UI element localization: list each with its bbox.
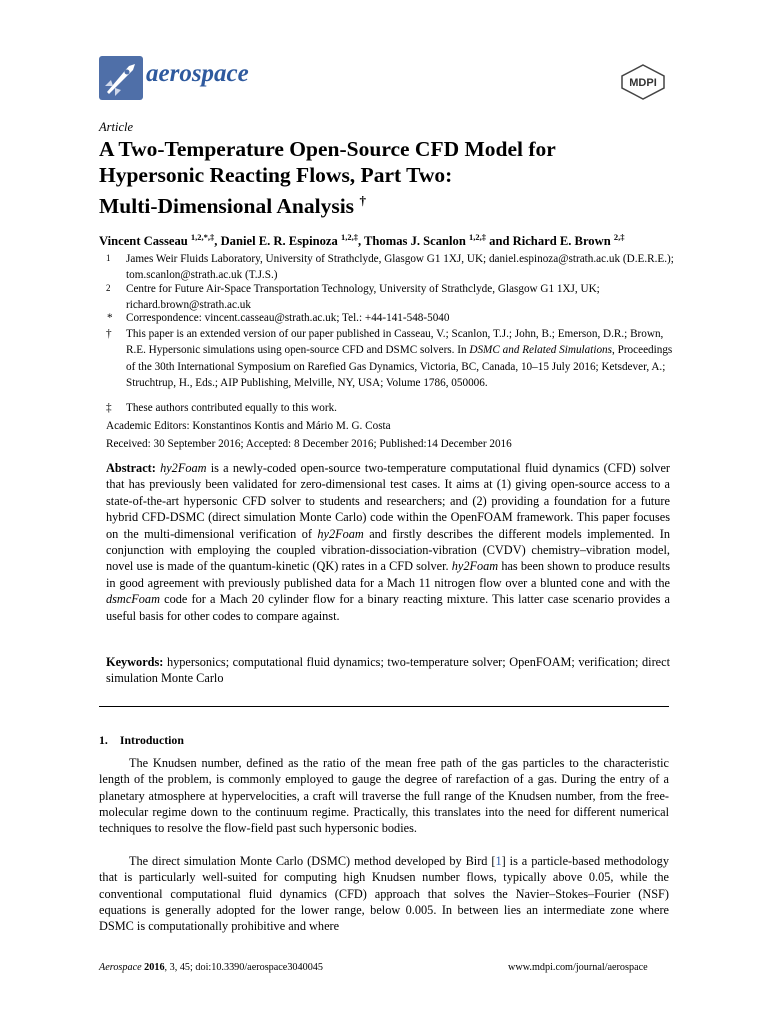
- affiliation-text: These authors contributed equally to this work.: [126, 402, 337, 414]
- affiliation-text: Correspondence: vincent.casseau@strath.ac.uk; Tel.: +44-141-548-5040: [126, 312, 450, 324]
- section-number: 1.: [99, 733, 108, 747]
- affiliation-text: James Weir Fluids Laboratory, University of Strathclyde, Glasgow G1 1XJ, UK; daniel.espinoza@strath.ac.uk (D.E.R.E.); tom.scanlon@strath.ac.uk (T.J.S.): [126, 253, 674, 282]
- author-affil: 1,2,*,‡: [190, 232, 215, 242]
- author-affil: 1,2,‡: [469, 232, 487, 242]
- code-name: hy2Foam: [317, 526, 364, 541]
- correspondence: [99, 310, 679, 326]
- affiliation-mark: †: [106, 328, 112, 340]
- title-line-text: Multi-Dimensional Analysis: [99, 194, 355, 219]
- paragraph-text: ] is a particle-based methodology that is particularly well-suited for computing high Knudsen number flows, typically above 0.05, while the conventional computational fluid dynamics (CFD) approach that solves the Navier–Stokes–Fourier (NSF) equations is generally adopted for the lower range, below 0.005. In between lies an intermediate zone where DSMC is computationally prohibitive and where: [99, 854, 669, 934]
- code-name: hy2Foam: [451, 559, 499, 574]
- intro-paragraph-1: The Knudsen number, defined as the ratio of the mean free path of the gas particles to the characteristic length of the problem, is commonly employed to gauge the degree of rarefaction of a gas. During the entry of a planetary atmosphere at hypervelocities, a craft will traverse the full range of the Knudsen number, from the free-molecular regime down to the continuum regime. Practically, this translates into the need for different numerical techniques to resolve the flow-field past such hypersonic bodies.: [99, 756, 669, 836]
- academic-editors: Academic Editors: Konstantinos Kontis and Mário M. G. Costa: [106, 420, 391, 432]
- citation-link[interactable]: 1: [495, 854, 502, 868]
- affiliation-2: [99, 281, 679, 314]
- abstract-text: is a newly-coded open-source two-temperature computational fluid dynamics (CFD) solver that has previously been validated for zero-dimensional test cases. It aims at (1) giving open-source access to a state-of-the-art hypersonic CFD solver to students and researchers; and (2) providing a foundation for a future hybrid CFD-DSMC (direct simulation Monte Carlo) code within the OpenFOAM framework. This paper focuses on the multi-dimensional verification of: [106, 461, 671, 541]
- author-sep: ,: [214, 234, 221, 249]
- author-affil: 1,2,‡: [340, 232, 358, 242]
- title-line: Hypersonic Reacting Flows, Part Two:: [99, 163, 453, 187]
- note-text: , Proceedings of the 30th International Symposium on Rarefied Gas Dynamics, Victoria, BC, Canada, 10–15 July 2016; Ketsdever, A.; Struchtrup, H., Eds.; AIP Publishing, Melville, NY, USA; Volume 1786, 050006.: [126, 344, 673, 390]
- received-dates: Received: 30 September 2016; Accepted: 8 December 2016; Published:14 December 2016: [106, 438, 512, 450]
- mdpi-logo-text: MDPI: [629, 77, 657, 89]
- affiliation-mark: 1: [106, 253, 111, 263]
- affiliation-mark: *: [107, 312, 113, 324]
- author-sep: ,: [357, 234, 365, 249]
- author-name[interactable]: Vincent Casseau: [99, 234, 188, 249]
- title-line: [99, 188, 699, 219]
- title-dagger: †: [359, 193, 366, 208]
- abstract-text: code for a Mach 20 cylinder flow for a binary reacting mixture. This latter case scenario provides a useful basis for other codes to compare against.: [106, 592, 670, 623]
- code-name: dsmcFoam: [106, 592, 160, 607]
- affiliation-text: Centre for Future Air-Space Transportation Technology, University of Strathclyde, Glasgow G1 1XJ, UK; richard.brown@strath.ac.uk: [126, 283, 600, 312]
- keywords-text: hypersonics; computational fluid dynamics; two-temperature solver; OpenFOAM; verification; direct simulation Monte Carlo: [106, 655, 671, 686]
- author-name[interactable]: Thomas J. Scanlon: [364, 234, 466, 249]
- abstract-text: has been shown to produce results in good agreement with previously published data for a Mach 11 nitrogen flow over a blunted cone and with the: [106, 559, 670, 590]
- author-name[interactable]: Daniel E. R. Espinoza: [220, 234, 338, 249]
- footer-url[interactable]: www.mdpi.com/journal/aerospace: [508, 962, 648, 973]
- title-line: A Two-Temperature Open-Source CFD Model for: [99, 137, 556, 161]
- extended-version-note: [99, 326, 679, 392]
- affiliation-mark: 2: [106, 283, 111, 293]
- paragraph-text: The direct simulation Monte Carlo (DSMC) method developed by Bird [: [129, 854, 496, 868]
- article-type: Article: [99, 120, 134, 134]
- mdpi-logo: [620, 64, 666, 100]
- journal-name: aerospace: [146, 60, 249, 87]
- footer-year: 2016: [144, 962, 165, 973]
- affiliation-mark: ‡: [106, 402, 112, 414]
- divider: [99, 706, 669, 707]
- author-affil: 2,‡: [613, 232, 625, 242]
- note-book-title: DSMC and Related Simulations: [469, 344, 613, 357]
- author-name[interactable]: Richard E. Brown: [512, 234, 611, 249]
- code-name: hy2Foam: [160, 461, 207, 475]
- footer-journal: Aerospace: [99, 962, 142, 973]
- footer-doi: , 3, 45; doi:10.3390/aerospace3040045: [164, 962, 323, 973]
- equal-contribution-note: [99, 400, 679, 416]
- affiliation-1: [99, 251, 679, 284]
- keywords: [106, 654, 670, 687]
- intro-paragraph-2: [99, 853, 669, 934]
- rocket-icon: [99, 56, 143, 100]
- footer-citation: [99, 962, 323, 973]
- abstract-label: Abstract:: [106, 461, 156, 475]
- abstract: [106, 460, 670, 624]
- abstract-text: and firstly describes the different models implemented. In conjunction with employing the coupled vibration-dissociation-vibration (CVDV) chemistry–vibration model, novel use is made of the quantum-kinetic (QK) rates in a CFD solver.: [106, 526, 670, 574]
- note-text: This paper is an extended version of our paper published in Casseau, V.; Scanlon, T.J.; John, B.; Emerson, D.R.; Brown, R.E. Hypersonic simulations using open-source CFD and DSMC solvers. In: [126, 328, 664, 357]
- paper-title: [99, 136, 699, 219]
- section-heading: [99, 733, 184, 748]
- author-list: [99, 229, 719, 249]
- keywords-label: Keywords:: [106, 655, 164, 669]
- affiliation-text: [126, 326, 679, 392]
- section-title: Introduction: [119, 733, 184, 747]
- author-sep: and: [486, 234, 513, 249]
